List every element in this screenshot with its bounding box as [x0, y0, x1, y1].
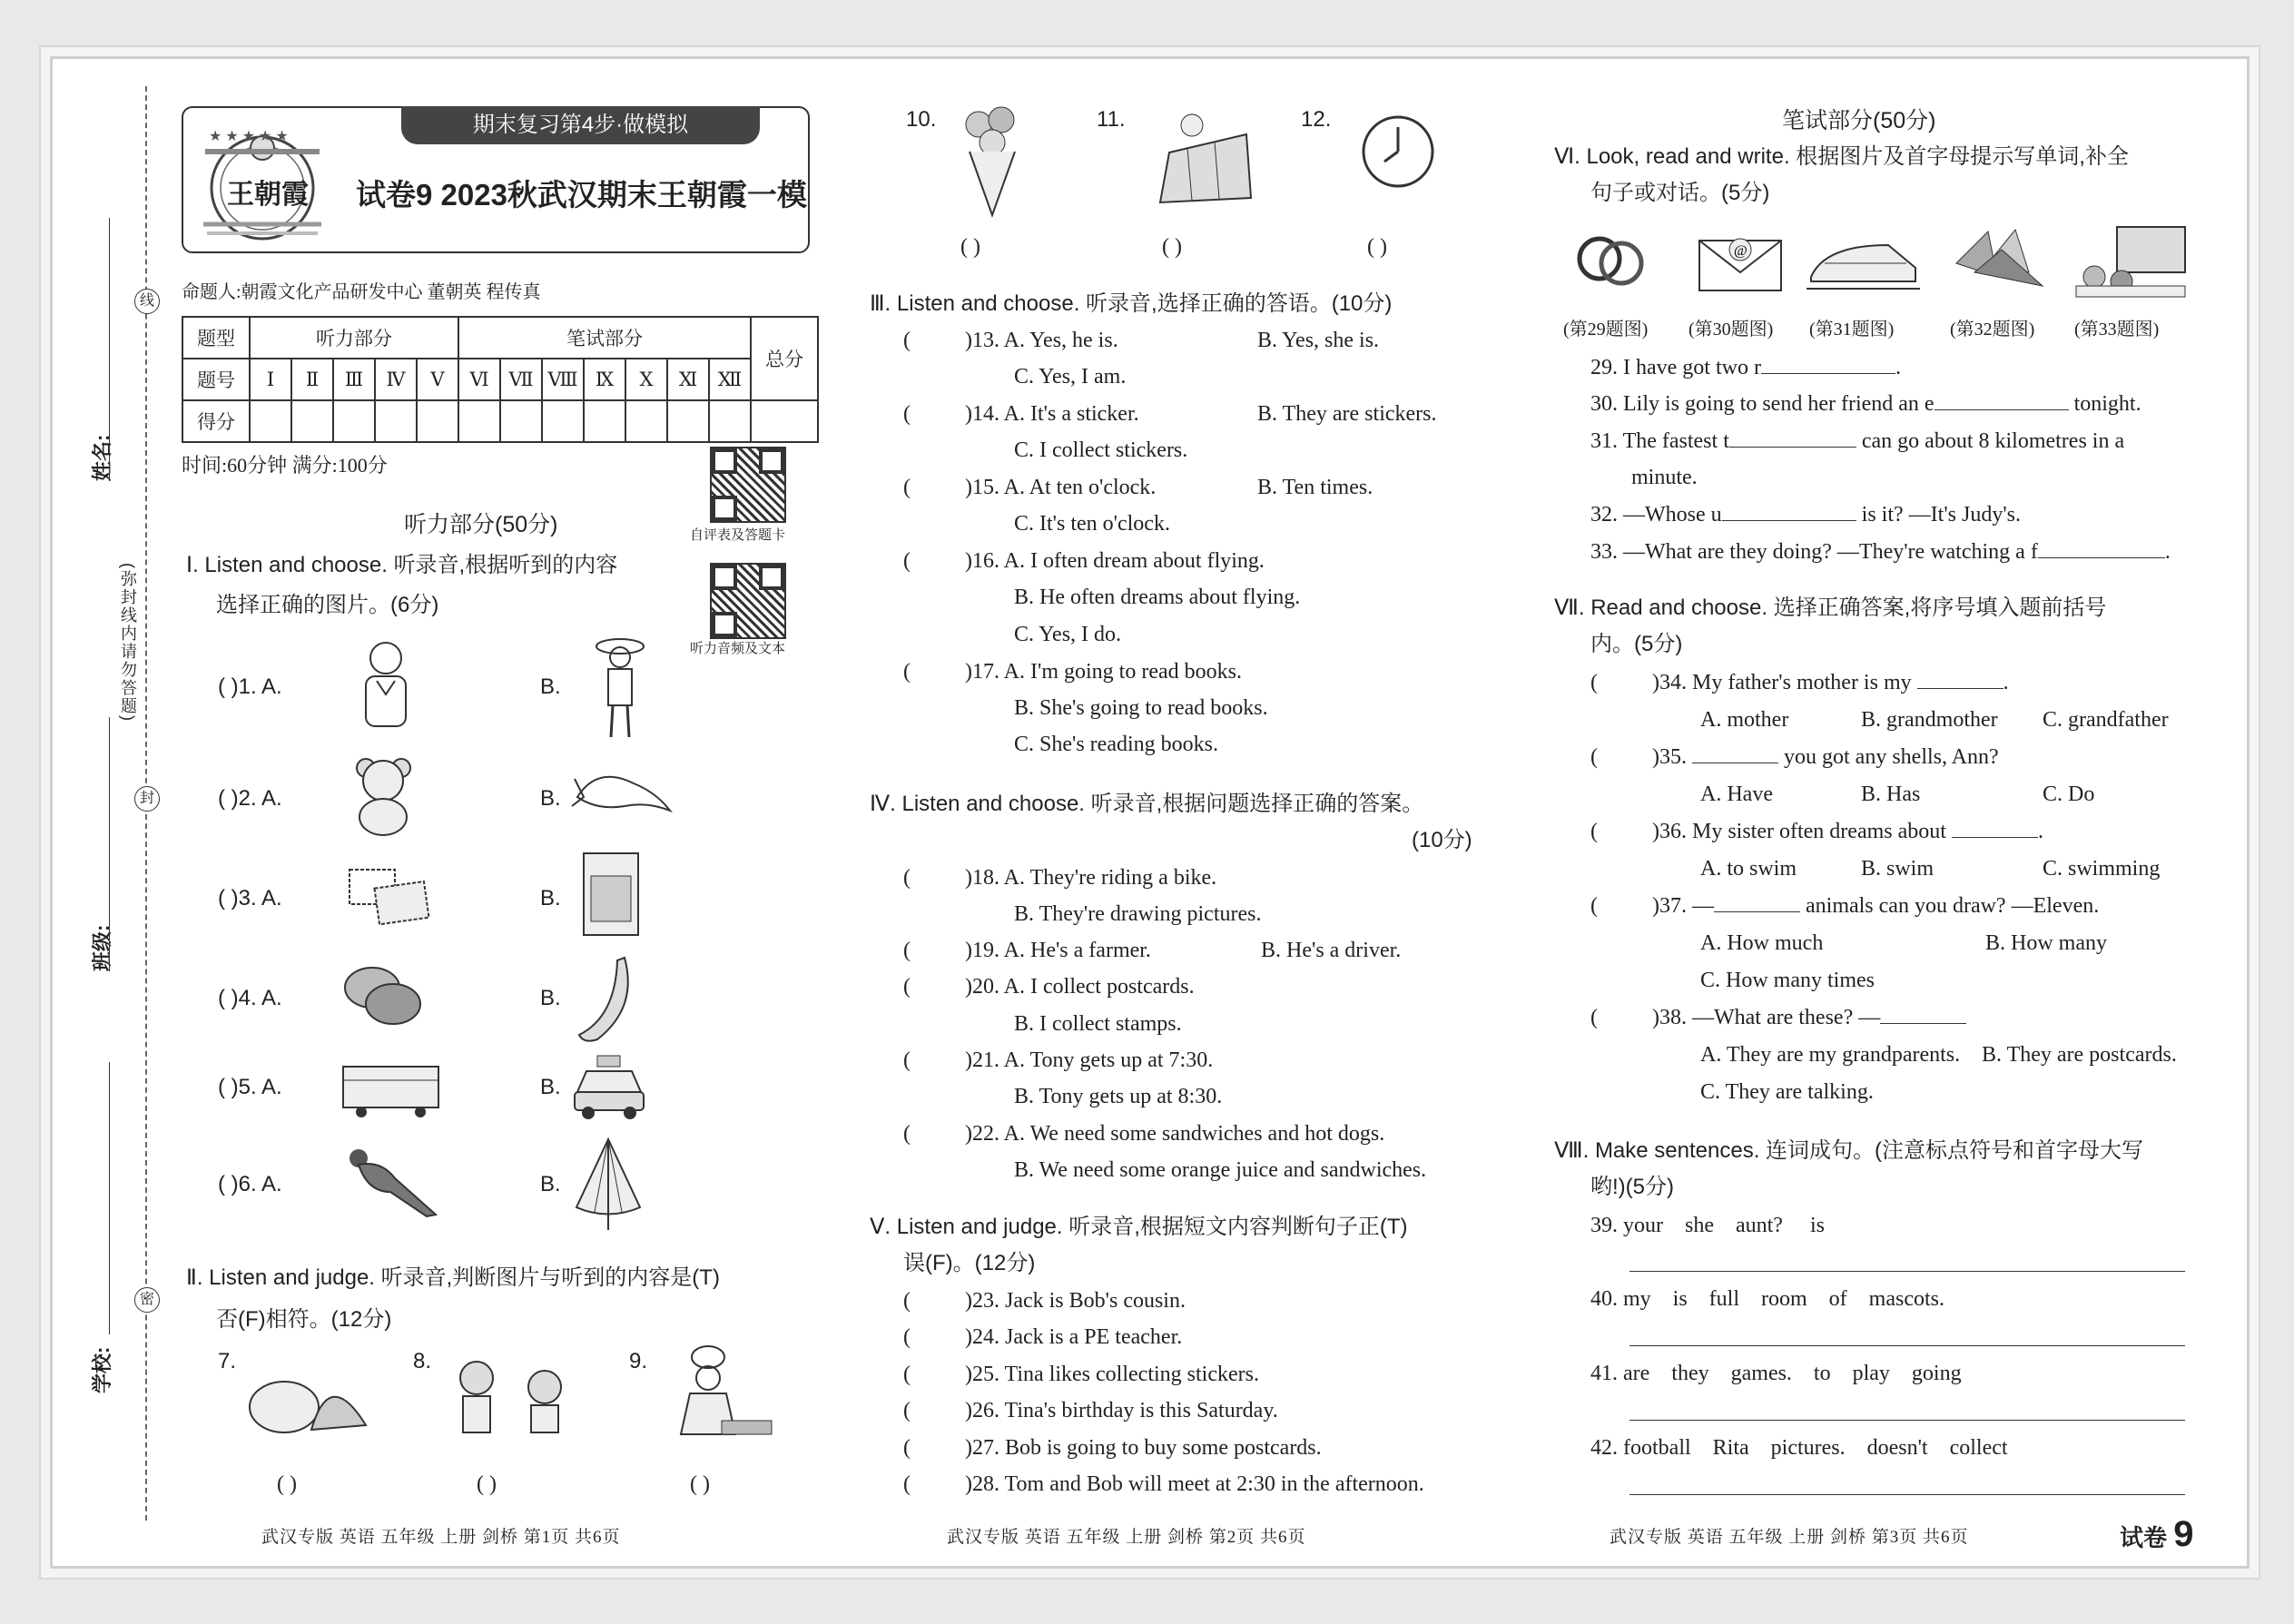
q11-number: 11.: [1097, 107, 1126, 132]
numeral: Ⅹ: [625, 359, 667, 400]
q33-blank[interactable]: [2038, 537, 2165, 558]
numeral: Ⅺ: [667, 359, 709, 400]
q35-blank[interactable]: [1692, 743, 1778, 763]
numeral: Ⅻ: [709, 359, 751, 400]
q8-answer[interactable]: ( ): [477, 1472, 497, 1496]
score-cell[interactable]: [333, 400, 375, 442]
picnic-picture: [1151, 107, 1255, 207]
q37-end: animals can you draw? —Eleven.: [1800, 894, 2100, 918]
q36-blank[interactable]: [1952, 817, 2038, 838]
q19-paren[interactable]: (: [903, 939, 911, 962]
score-cell[interactable]: [250, 400, 291, 442]
q30-end: tonight.: [2068, 392, 2141, 416]
q5-b: B.: [540, 1075, 561, 1099]
q15-paren[interactable]: (: [903, 476, 911, 499]
q20-option-a: )20. A. I collect postcards.: [965, 975, 1195, 999]
section-5-heading-2: 误(F)。(12分): [903, 1251, 1036, 1275]
section-7-heading-2: 内。(5分): [1590, 632, 1683, 656]
q24-text: )24. Jack is a PE teacher.: [965, 1325, 1183, 1349]
section-8-heading-2: 哟!)(5分): [1590, 1175, 1674, 1199]
q3-label: ( )3. A.: [218, 886, 282, 910]
q14-option-b: B. They are stickers.: [1257, 402, 1437, 426]
score-cell[interactable]: [709, 400, 751, 442]
numeral: Ⅴ: [417, 359, 458, 400]
q36-option-b: B. swim: [1861, 857, 1935, 881]
q31-text: 31. The fastest t: [1590, 429, 1729, 453]
q13-option-c: C. Yes, I am.: [1014, 365, 1127, 389]
score-cell[interactable]: [667, 400, 709, 442]
q5-label: ( )5. A.: [218, 1075, 282, 1099]
section-4-heading: Ⅳ. Listen and choose. 听录音,根据问题选择正确的答案。: [870, 792, 1424, 816]
q35: [1652, 739, 1999, 775]
numeral: Ⅲ: [333, 359, 375, 400]
q26-paren[interactable]: (: [903, 1399, 911, 1422]
q37-blank[interactable]: [1714, 891, 1800, 912]
q20-paren[interactable]: (: [903, 975, 911, 999]
q10-number: 10.: [906, 107, 937, 132]
qr-code-audio[interactable]: [710, 563, 786, 639]
q36-option-c: C. swimming: [2043, 857, 2161, 881]
q37-option-b: B. How many: [1985, 931, 2107, 955]
q14-option-a: )14. A. It's a sticker.: [965, 402, 1139, 426]
q30-text: 30. Lily is going to send her friend an e: [1590, 392, 1935, 416]
section-1-heading-2: 选择正确的图片。(6分): [216, 593, 439, 617]
page-title: 试卷9 2023秋武汉期末王朝霞一模: [356, 178, 807, 212]
q16-paren[interactable]: (: [903, 549, 911, 573]
q18-option-b: B. They're drawing pictures.: [1014, 902, 1262, 926]
footer-page-1: 武汉专版 英语 五年级 上册 剑桥 第1页 共6页: [261, 1528, 621, 1547]
q38-text: )38. —What are these? —: [1652, 1006, 1881, 1029]
q37-text: )37. —: [1652, 894, 1714, 918]
name-field[interactable]: [109, 218, 110, 481]
school-field[interactable]: [109, 1062, 110, 1334]
q34-option-c: C. grandfather: [2043, 708, 2169, 732]
teddy-bear-image: [350, 752, 418, 838]
q36-paren[interactable]: (: [1590, 820, 1598, 843]
numeral: Ⅰ: [250, 359, 291, 400]
q23-text: )23. Jack is Bob's cousin.: [965, 1289, 1186, 1313]
q35-option-c: C. Do: [2043, 782, 2095, 806]
numeral: Ⅵ: [458, 359, 500, 400]
caption-32: (第32题图): [1950, 320, 2035, 340]
q37-paren[interactable]: (: [1590, 894, 1598, 918]
q15-option-c: C. It's ten o'clock.: [1014, 512, 1170, 536]
q33-end: .: [2164, 540, 2171, 564]
paper-badge-number: 9: [2173, 1514, 2194, 1554]
caption-29: (第29题图): [1563, 320, 1649, 340]
q32: [1590, 497, 2021, 533]
q28-paren[interactable]: (: [903, 1472, 911, 1496]
q22-option-a: )22. A. We need some sandwiches and hot dogs.: [965, 1122, 1385, 1146]
numeral: Ⅸ: [584, 359, 625, 400]
paper-badge-label: 试卷: [2120, 1524, 2168, 1551]
q22-option-b: B. We need some orange juice and sandwiches.: [1014, 1158, 1427, 1182]
q8-number: 8.: [413, 1349, 432, 1373]
shells-picture: [243, 1357, 375, 1443]
score-hdr: 题型: [182, 317, 250, 359]
q37-option-a: A. How much: [1700, 931, 1824, 955]
q19-option-b: B. He's a driver.: [1261, 939, 1402, 962]
q33-text: 33. —What are they doing? —They're watching a f: [1590, 540, 2038, 564]
numeral: Ⅳ: [375, 359, 417, 400]
q21-option-b: B. Tony gets up at 8:30.: [1014, 1085, 1223, 1108]
footer-page-3: 武汉专版 英语 五年级 上册 剑桥 第3页 共6页: [1610, 1528, 1969, 1547]
q1-label: ( )1. A.: [218, 674, 282, 699]
section-8-heading: Ⅷ. Make sentences. 连词成句。(注意标点符号和首字母大写: [1554, 1138, 2144, 1163]
rings-picture: [1570, 222, 1652, 295]
section-5-heading: Ⅴ. Listen and judge. 听录音,根据短文内容判断句子正(T): [870, 1215, 1408, 1239]
q40-words: 40. my is full room of mascots.: [1590, 1287, 1944, 1311]
score-total: 总分: [751, 317, 818, 400]
email-picture: [1690, 218, 1790, 300]
q27-text: )27. Bob is going to buy some postcards.: [965, 1436, 1322, 1460]
score-cell[interactable]: [458, 400, 500, 442]
clock-picture: [1357, 109, 1439, 195]
q3-b: B.: [540, 886, 561, 910]
q34-paren[interactable]: (: [1590, 671, 1598, 694]
qr2-label: 听力音频及文本: [690, 641, 786, 656]
score-cell[interactable]: [584, 400, 625, 442]
q34-option-b: B. grandmother: [1861, 708, 1998, 732]
score-cell[interactable]: [375, 400, 417, 442]
score-write: 笔试部分: [458, 317, 751, 359]
film-picture: [2072, 222, 2190, 300]
q36-end: .: [2037, 820, 2043, 843]
q36: [1652, 813, 2043, 850]
section-1-heading: Ⅰ. Listen and choose. 听录音,根据听到的内容: [186, 553, 618, 577]
caption-30: (第30题图): [1689, 320, 1774, 340]
q36-text: )36. My sister often dreams about: [1652, 820, 1946, 843]
banana-image: [570, 953, 638, 1048]
q31-end: can go about 8 kilometres in a: [1856, 429, 2125, 453]
q35-text: )35.: [1652, 745, 1687, 769]
q2-b: B.: [540, 786, 561, 811]
q16-option-b: B. He often dreams about flying.: [1014, 586, 1301, 609]
q7-answer[interactable]: ( ): [277, 1472, 297, 1496]
q38-option-a: A. They are my grandparents.: [1700, 1043, 1961, 1067]
q35-paren[interactable]: (: [1590, 745, 1598, 769]
score-cell[interactable]: [291, 400, 333, 442]
q15-option-a: )15. A. At ten o'clock.: [965, 476, 1157, 499]
q30-blank[interactable]: [1935, 389, 2069, 410]
q38: [1652, 999, 1966, 1036]
q31-cont: minute.: [1631, 466, 1698, 489]
q21-option-a: )21. A. Tony gets up at 7:30.: [965, 1048, 1214, 1072]
q18-option-a: )18. A. They're riding a bike.: [965, 866, 1217, 890]
q4-b: B.: [540, 986, 561, 1010]
seal-mark-2: 封: [134, 786, 160, 812]
q35-option-b: B. Has: [1861, 782, 1921, 806]
q2-label: ( )2. A.: [218, 786, 282, 811]
q4-label: ( )4. A.: [218, 986, 282, 1010]
q16-option-a: )16. A. I often dream about flying.: [965, 549, 1265, 573]
q29-text: 29. I have got two r: [1590, 356, 1761, 379]
section-6-heading-2: 句子或对话。(5分): [1590, 181, 1770, 205]
time-info: 时间:60分钟 满分:100分: [182, 454, 388, 477]
q27-paren[interactable]: (: [903, 1436, 911, 1460]
q9-answer[interactable]: ( ): [690, 1472, 710, 1496]
q40-answer-line[interactable]: [1629, 1345, 2185, 1346]
q31-blank[interactable]: [1729, 427, 1856, 448]
flowers-picture: [951, 102, 1033, 220]
q41-words: 41. are they games. to play going: [1590, 1362, 1962, 1385]
chef-picture: [658, 1343, 776, 1448]
qr1-label: 自评表及答题卡: [690, 527, 786, 543]
score-hdr2: 题号: [182, 359, 250, 400]
q33: [1590, 534, 2171, 570]
q35-end: you got any shells, Ann?: [1778, 745, 1999, 769]
q11-answer[interactable]: ( ): [1162, 235, 1182, 259]
q25-text: )25. Tina likes collecting stickers.: [965, 1363, 1259, 1386]
q35-option-a: A. Have: [1700, 782, 1773, 806]
q38-option-c: C. They are talking.: [1700, 1080, 1874, 1104]
logo: [194, 115, 330, 242]
section-3-heading: Ⅲ. Listen and choose. 听录音,选择正确的答语。(10分): [870, 291, 1393, 316]
score-listen: 听力部分: [250, 317, 458, 359]
q29-blank[interactable]: [1761, 353, 1895, 374]
q15-option-b: B. Ten times.: [1257, 476, 1373, 499]
umbrella-image: [572, 1135, 645, 1235]
score-cell[interactable]: [542, 400, 584, 442]
q34-option-a: A. mother: [1700, 708, 1789, 732]
q39-answer-line[interactable]: [1629, 1271, 2185, 1272]
q34: [1652, 664, 2009, 701]
svg-text:@: @: [1734, 243, 1748, 259]
train-image: [339, 1053, 443, 1121]
q21-paren[interactable]: (: [903, 1048, 911, 1072]
written-title: 笔试部分(50分): [1782, 108, 1936, 133]
seal-mark-3: 密: [134, 1287, 160, 1313]
stamps-image: [345, 862, 431, 926]
taxi-image: [570, 1051, 647, 1124]
class-field[interactable]: [109, 717, 110, 971]
q17-option-c: C. She's reading books.: [1014, 733, 1218, 756]
q34-blank[interactable]: [1917, 668, 2004, 689]
q38-option-b: B. They are postcards.: [1982, 1043, 2177, 1067]
q14-option-c: C. I collect stickers.: [1014, 438, 1188, 462]
caption-33: (第33题图): [2074, 320, 2160, 340]
q17-option-a: )17. A. I'm going to read books.: [965, 660, 1242, 684]
q28-text: )28. Tom and Bob will meet at 2:30 in the afternoon.: [965, 1472, 1424, 1496]
logo-text: 王朝霞: [227, 179, 309, 211]
q13-option-a: )13. A. Yes, he is.: [965, 329, 1118, 352]
q22-paren[interactable]: (: [903, 1122, 911, 1146]
train-picture: [1807, 227, 1920, 295]
doctor-image: [350, 635, 422, 740]
section-2-heading: Ⅱ. Listen and judge. 听录音,判断图片与听到的内容是(T): [186, 1265, 720, 1290]
listening-title: 听力部分(50分): [404, 512, 558, 537]
q34-end: .: [2003, 671, 2009, 694]
magpie-image: [340, 1142, 440, 1219]
dolphin-image: [570, 761, 674, 829]
class-label: 班级:: [91, 924, 113, 971]
footer-page-2: 武汉专版 英语 五年级 上册 剑桥 第2页 共6页: [947, 1528, 1306, 1547]
svg-text:★ ★ ★ ★ ★: ★ ★ ★ ★ ★: [209, 129, 289, 144]
q38-blank[interactable]: [1880, 1003, 1966, 1024]
q14-paren[interactable]: (: [903, 402, 911, 426]
q12-number: 12.: [1301, 107, 1332, 132]
authors: 命题人:朝霞文化产品研发中心 董朝英 程传真: [182, 282, 541, 302]
comic-book-image: [576, 849, 645, 940]
qr-code-scorecard[interactable]: [710, 447, 786, 523]
q42-words: 42. football Rita pictures. doesn't collect: [1590, 1436, 2008, 1460]
title-box: [182, 106, 810, 253]
q25-paren[interactable]: (: [903, 1363, 911, 1386]
banner-text: 期末复习第4步·做模拟: [472, 113, 689, 137]
section-4-points: (10分): [1412, 828, 1472, 852]
q16-option-c: C. Yes, I do.: [1014, 623, 1122, 646]
score-cell[interactable]: [625, 400, 667, 442]
q13-paren[interactable]: (: [903, 329, 911, 352]
score-cell[interactable]: [417, 400, 458, 442]
q26-text: )26. Tina's birthday is this Saturday.: [965, 1399, 1278, 1422]
caption-31: (第31题图): [1809, 320, 1895, 340]
q20-option-b: B. I collect stamps.: [1014, 1012, 1182, 1036]
seal-note: (弥封线内请勿答题): [119, 563, 137, 723]
farmer-image: [588, 633, 652, 742]
q36-option-a: A. to swim: [1700, 857, 1797, 881]
section-6-heading: Ⅵ. Look, read and write. 根据图片及首字母提示写单词,补全: [1554, 144, 2129, 169]
q13-option-b: B. Yes, she is.: [1257, 329, 1380, 352]
umbrellas-picture: [1947, 222, 2047, 300]
numeral: Ⅷ: [542, 359, 584, 400]
q23-paren[interactable]: (: [903, 1289, 911, 1313]
school-label: 学校:: [91, 1346, 113, 1393]
score-hdr3: 得分: [182, 400, 250, 442]
seal-mark-1: 线: [134, 289, 160, 314]
q38-paren[interactable]: (: [1590, 1006, 1598, 1029]
q17-paren[interactable]: (: [903, 660, 911, 684]
q19-option-a: )19. A. He's a farmer.: [965, 939, 1151, 962]
q31: [1590, 423, 2124, 459]
q29-end: .: [1895, 356, 1901, 379]
q17-option-b: B. She's going to read books.: [1014, 696, 1268, 720]
q7-number: 7.: [218, 1349, 237, 1373]
score-table: [182, 316, 819, 443]
q1-b: B.: [540, 674, 561, 699]
score-cell[interactable]: [751, 400, 818, 442]
q30: [1590, 386, 2141, 422]
q12-answer[interactable]: ( ): [1367, 235, 1387, 259]
score-cell[interactable]: [500, 400, 542, 442]
q32-blank[interactable]: [1722, 500, 1856, 521]
q10-answer[interactable]: ( ): [960, 235, 980, 259]
shells-image: [340, 960, 427, 1029]
q6-b: B.: [540, 1172, 561, 1196]
q9-number: 9.: [629, 1349, 648, 1373]
q41-answer-line[interactable]: [1629, 1420, 2185, 1421]
robots-picture: [431, 1351, 590, 1442]
section-2-heading-2: 否(F)相符。(12分): [216, 1307, 392, 1332]
name-label: 姓名:: [91, 434, 113, 481]
q39-words: 39. your she aunt? is: [1590, 1214, 1825, 1237]
section-7-heading: Ⅶ. Read and choose. 选择正确答案,将序号填入题前括号: [1554, 595, 2107, 620]
q29: [1590, 349, 1901, 386]
q32-end: is it? —It's Judy's.: [1856, 503, 2021, 527]
q6-label: ( )6. A.: [218, 1172, 282, 1196]
q18-paren[interactable]: (: [903, 866, 911, 890]
paper-badge: [2120, 1514, 2194, 1555]
q37-option-c: C. How many times: [1700, 969, 1875, 992]
q34-text: )34. My father's mother is my: [1652, 671, 1912, 694]
q32-text: 32. —Whose u: [1590, 503, 1722, 527]
q37: [1652, 888, 2099, 924]
banner: [401, 106, 760, 144]
numeral: Ⅱ: [291, 359, 333, 400]
q42-answer-line[interactable]: [1629, 1494, 2185, 1495]
numeral: Ⅶ: [500, 359, 542, 400]
q24-paren[interactable]: (: [903, 1325, 911, 1349]
